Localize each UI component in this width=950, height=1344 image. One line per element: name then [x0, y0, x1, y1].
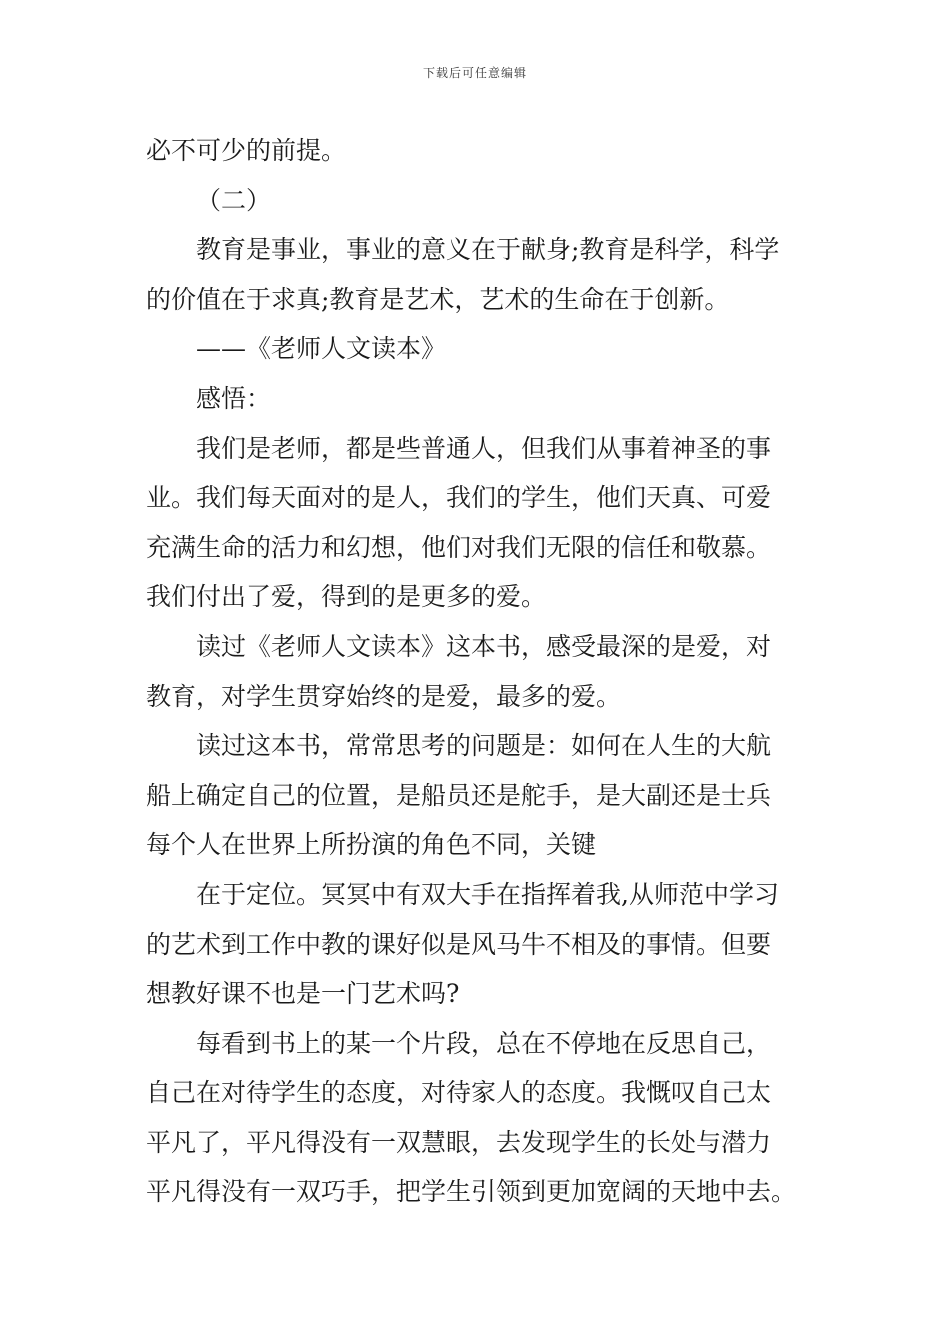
text-line: 船上确定自己的位置，是船员还是舵手，是大副还是士兵	[146, 780, 772, 810]
text-line: 业。我们每天面对的是人，我们的学生，他们天真、可爱	[146, 483, 772, 513]
text-line: 感悟：	[196, 383, 272, 413]
text-line: 教育，对学生贯穿始终的是爱，最多的爱。	[146, 681, 622, 711]
text-line: 自己在对待学生的态度，对待家人的态度。我慨叹自己太	[146, 1078, 772, 1108]
text-line: 读过这本书，常常思考的问题是：如何在人生的大航	[196, 731, 772, 761]
text-line: 读过《老师人文读本》这本书，感受最深的是爱，对	[196, 631, 772, 661]
text-line: 的价值在于求真;教育是艺术，艺术的生命在于创新。	[146, 284, 730, 314]
text-line: 的艺术到工作中教的课好似是风马牛不相及的事情。但要	[146, 929, 772, 959]
text-line: 每看到书上的某一个片段，总在不停地在反思自己，	[196, 1028, 772, 1058]
text-line: 在于定位。冥冥中有双大手在指挥着我,从师范中学习	[196, 879, 779, 909]
page-header: 下载后可任意编辑	[422, 66, 527, 80]
text-line: 平凡得没有一双巧手，把学生引领到更加宽阔的天地中去。	[146, 1177, 797, 1207]
text-line: 每个人在世界上所扮演的角色不同，关键	[146, 830, 597, 860]
text-line: 我们是老师，都是些普通人，但我们从事着神圣的事	[196, 433, 772, 463]
text-line: 充满生命的活力和幻想，他们对我们无限的信任和敬慕。	[146, 532, 772, 562]
text-line: 教育是事业，事业的意义在于献身;教育是科学，科学	[196, 235, 780, 265]
text-line: 想教好课不也是一门艺术吗?	[146, 979, 460, 1009]
text-line: （二）	[196, 185, 272, 215]
text-line: 平凡了，平凡得没有一双慧眼，去发现学生的长处与潜力	[146, 1127, 772, 1157]
text-line: 必不可少的前提。	[146, 136, 347, 165]
body-text	[146, 126, 810, 1217]
text-line: 我们付出了爱，得到的是更多的爱。	[146, 582, 547, 612]
text-line: ——《老师人文读本》	[196, 334, 447, 364]
